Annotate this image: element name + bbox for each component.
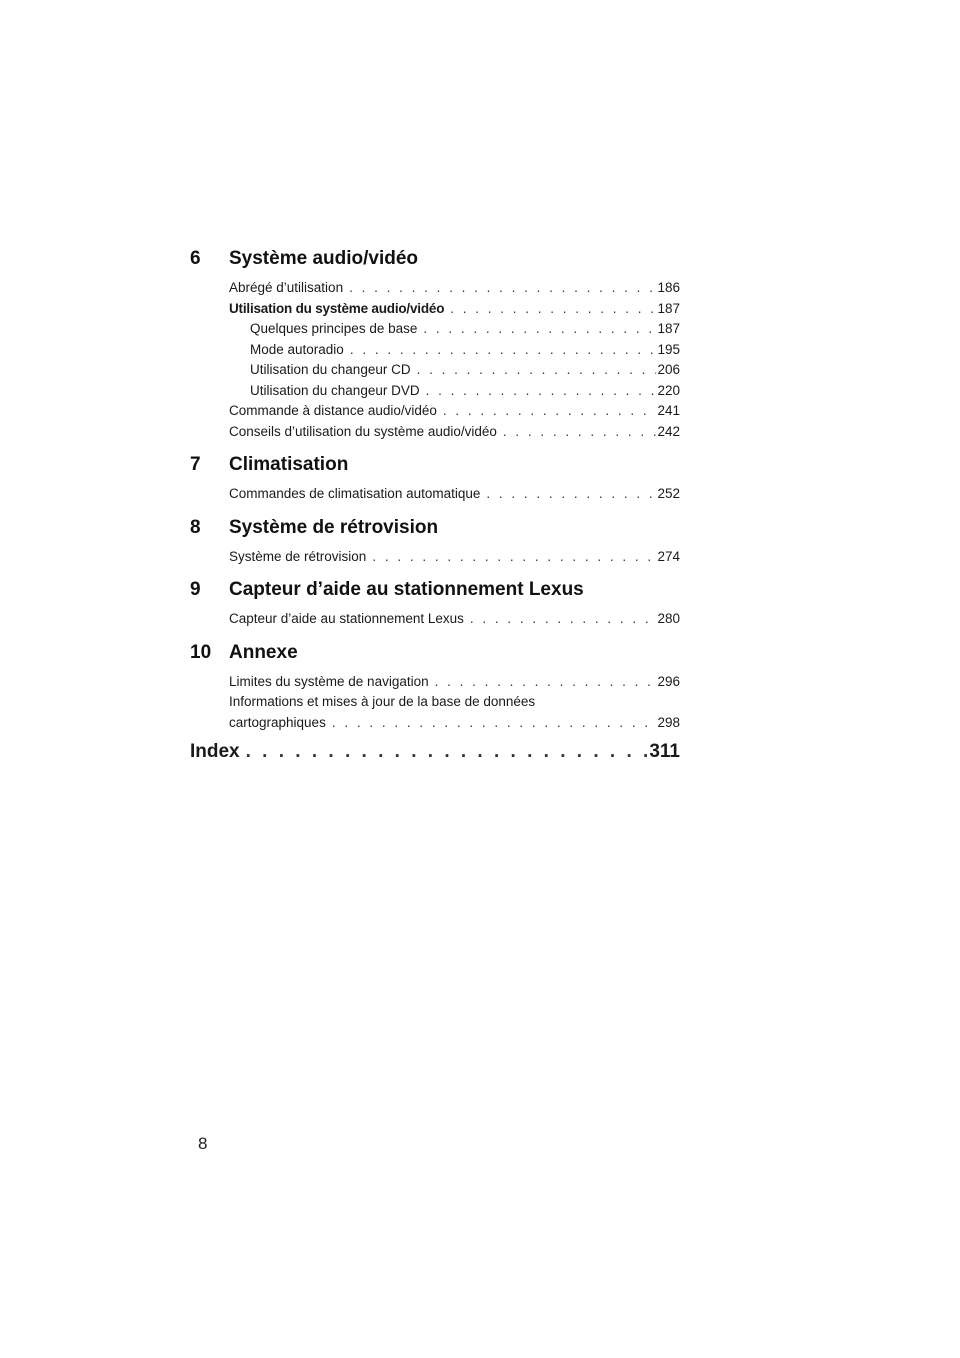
dot-leader [497,422,656,443]
chapter-title: Système de rétrovision [229,516,439,538]
dot-leader [240,741,650,763]
toc-entry-conseils[interactable] [190,422,680,443]
toc-entry-page: 187 [657,321,680,336]
toc-entry-title: Utilisation du changeur DVD [250,382,420,398]
chapter-number: 6 [190,248,201,269]
toc-entry-capteur[interactable] [190,609,680,630]
toc-entry-page: 280 [657,611,680,626]
chapter-number: 7 [190,454,201,475]
chapter-6-heading[interactable] [190,248,680,270]
chapter-number: 9 [190,579,201,600]
toc-entry-autoradio[interactable] [190,340,680,361]
chapter-number: 10 [190,641,212,663]
toc-entry-changeur-cd[interactable] [190,360,680,381]
chapter-10-heading[interactable] [190,642,680,664]
dot-leader [366,547,656,568]
toc-entry-page: 241 [657,403,680,418]
toc-entry-title: Commandes de climatisation automatique [229,486,481,501]
toc-entry-title: Mode autoradio [250,341,344,357]
toc-entry-page: 274 [657,548,680,564]
dot-leader [420,381,656,402]
index-page: 311 [649,741,680,762]
chapter-title: Système audio/vidéo [229,248,419,269]
dot-leader [437,401,656,422]
toc-entry-abrege[interactable] [190,278,680,299]
toc-entry-page: 220 [657,382,680,398]
dot-leader [480,484,656,505]
chapter-7-heading[interactable] [190,454,680,476]
index-title: Index [190,741,240,762]
dot-leader [344,340,656,361]
dot-leader [429,672,656,693]
chapter-8-heading[interactable] [190,517,680,539]
page-number: 8 [198,1134,208,1153]
dot-leader [411,360,656,381]
chapter-9-heading[interactable] [190,579,680,601]
dot-leader [444,299,656,320]
toc-entry-page: 252 [657,486,680,501]
toc-entry-title: Abrégé d’utilisation [229,280,344,295]
toc-entry-informations-line1[interactable]: Informations et mises à jour de la base de données [229,694,536,709]
toc-entry-title: Limites du système de navigation [229,673,429,689]
toc-entry-title: Utilisation du système audio/vidéo [229,300,445,316]
toc-entry-page: 195 [657,341,680,357]
chapter-number: 8 [190,516,201,538]
toc-entry-cartographiques[interactable] [190,713,680,734]
toc-entry-page: 186 [657,280,680,295]
toc-entry-retrovision[interactable] [190,547,680,568]
toc-entry-title: Capteur d’aide au stationnement Lexus [229,611,464,626]
table-of-contents [190,248,680,763]
dot-leader [326,713,656,734]
dot-leader [417,319,656,340]
toc-entry-page: 206 [657,362,680,377]
toc-index-entry[interactable] [190,741,680,763]
toc-entry-title: Conseils d’utilisation du système audio/vidéo [229,423,497,439]
chapter-title: Annexe [229,641,298,663]
toc-entry-page: 187 [657,300,680,316]
toc-entry-changeur-dvd[interactable] [190,381,680,402]
toc-entry-climatisation[interactable] [190,484,680,505]
toc-entry-title: cartographiques [229,714,326,730]
chapter-title: Climatisation [229,454,349,475]
toc-entry-limites-navigation[interactable] [190,672,680,693]
toc-entry-title: Système de rétrovision [229,548,367,564]
toc-entry-page: 242 [657,423,680,439]
toc-entry-title: Quelques principes de base [250,321,418,336]
chapter-title: Capteur d’aide au stationnement Lexus [229,579,584,600]
dot-leader [464,609,656,630]
toc-entry-commande-distance[interactable] [190,401,680,422]
toc-entry-title: Commande à distance audio/vidéo [229,403,437,418]
toc-entry-principes[interactable] [190,319,680,340]
toc-entry-utilisation-audio[interactable] [190,299,680,320]
toc-entry-page: 298 [657,714,680,730]
dot-leader [343,278,656,299]
toc-entry-page: 296 [657,673,680,689]
toc-entry-title: Utilisation du changeur CD [250,362,411,377]
